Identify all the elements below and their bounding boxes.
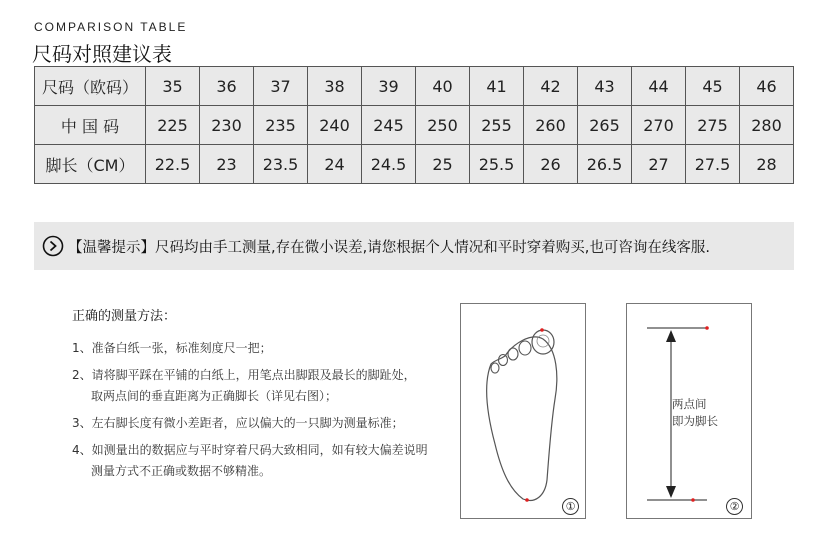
table-cell: 26 — [524, 145, 578, 184]
method-step — [72, 440, 452, 482]
tip-banner — [34, 222, 794, 270]
table-cell: 24.5 — [362, 145, 416, 184]
table-cell: 240 — [308, 106, 362, 145]
table-cell: 225 — [146, 106, 200, 145]
table-cell: 39 — [362, 67, 416, 106]
table-cell: 45 — [686, 67, 740, 106]
table-cell: 36 — [200, 67, 254, 106]
measurement-label — [672, 396, 728, 430]
table-cell: 245 — [362, 106, 416, 145]
table-cell: 26.5 — [578, 145, 632, 184]
table-cell: 25.5 — [470, 145, 524, 184]
row-label-china-size: 中 国 码 — [35, 106, 146, 145]
table-cell: 275 — [686, 106, 740, 145]
table-cell: 43 — [578, 67, 632, 106]
play-circle-icon — [42, 235, 64, 257]
table-cell: 44 — [632, 67, 686, 106]
table-cell: 42 — [524, 67, 578, 106]
table-cell: 41 — [470, 67, 524, 106]
size-comparison-table — [34, 66, 794, 184]
method-step-text: 3、左右脚长度有微小差距者，应以偏大的一只脚为测量标准； — [72, 416, 404, 430]
method-step — [72, 413, 452, 434]
tip-text: 【温馨提示】尺码均由手工测量,存在微小误差,请您根据个人情况和平时穿着购买,也可咨询在线客服. — [68, 239, 710, 256]
method-step-text-continued: 取两点间的垂直距离为正确脚长（详见右图）； — [91, 389, 338, 403]
method-step-text: 2、请将脚平踩在平铺的白纸上，用笔点出脚跟及最长的脚趾处， — [72, 368, 416, 382]
table-cell: 40 — [416, 67, 470, 106]
table-cell: 28 — [740, 145, 794, 184]
table-cell: 22.5 — [146, 145, 200, 184]
table-cell: 25 — [416, 145, 470, 184]
table-cell: 37 — [254, 67, 308, 106]
table-cell: 280 — [740, 106, 794, 145]
table-cell: 260 — [524, 106, 578, 145]
method-step — [72, 338, 452, 359]
footprint-icon — [461, 304, 585, 518]
table-cell: 23 — [200, 145, 254, 184]
measurement-method — [72, 305, 452, 488]
method-step-text: 4、如测量出的数据应与平时穿着尺码大致相同，如有较大偏差说明 — [72, 443, 428, 457]
footprint-figure — [460, 303, 586, 519]
measurement-label-line2: 即为脚长 — [672, 414, 718, 428]
page-title: 尺码对照建议表 — [32, 42, 172, 66]
table-row-foot-length — [35, 145, 794, 184]
table-cell: 235 — [254, 106, 308, 145]
method-step — [72, 365, 452, 407]
method-step-text: 1、准备白纸一张，标准刻度尺一把； — [72, 341, 272, 355]
row-label-foot-length: 脚长（CM） — [35, 145, 146, 184]
table-row-china-size — [35, 106, 794, 145]
method-step-text-continued: 测量方式不正确或数据不够精准。 — [91, 464, 272, 478]
table-row-eu-size — [35, 67, 794, 106]
table-cell: 23.5 — [254, 145, 308, 184]
table-cell: 270 — [632, 106, 686, 145]
figure-number-2: ② — [726, 498, 743, 515]
measurement-label-line1: 两点间 — [672, 397, 707, 411]
table-cell: 27.5 — [686, 145, 740, 184]
table-cell: 27 — [632, 145, 686, 184]
table-cell: 250 — [416, 106, 470, 145]
table-cell: 255 — [470, 106, 524, 145]
table-cell: 24 — [308, 145, 362, 184]
method-title: 正确的测量方法： — [72, 309, 177, 324]
figure-number-1: ① — [562, 498, 579, 515]
table-cell: 35 — [146, 67, 200, 106]
table-cell: 230 — [200, 106, 254, 145]
table-cell: 265 — [578, 106, 632, 145]
row-label-eu-size: 尺码（欧码） — [35, 67, 146, 106]
table-cell: 46 — [740, 67, 794, 106]
english-title: COMPARISON TABLE — [34, 20, 188, 34]
table-cell: 38 — [308, 67, 362, 106]
